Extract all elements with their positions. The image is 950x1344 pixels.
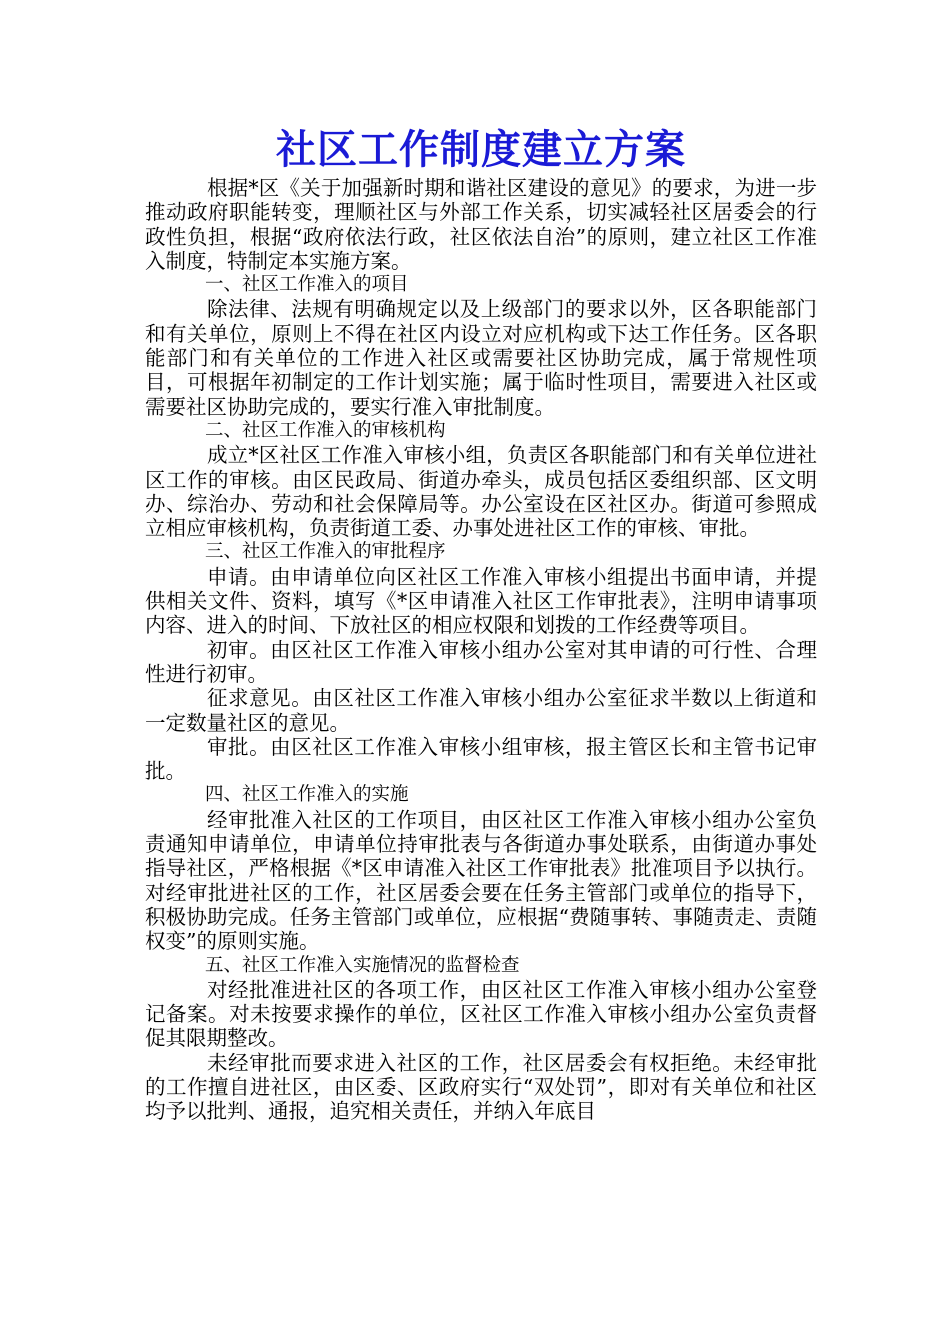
- section-3-paragraph-preliminary: 初审。由区社区工作准入审核小组办公室对其申请的可行性、合理性进行初审。: [145, 637, 817, 686]
- section-3-heading: 三、社区工作准入的审批程序: [205, 541, 446, 563]
- section-1-heading: 一、社区工作准入的项目: [205, 274, 409, 296]
- section-5-paragraph-penalty: 未经审批而要求进入社区的工作，社区居委会有权拒绝。未经审批的工作擅自进社区，由区委、区政府实行“双处罚”，即对有关单位和社区均予以批判、通报，追究相关责任，并纳入年底目: [145, 1050, 817, 1124]
- document-title: 社区工作制度建立方案: [276, 127, 686, 173]
- section-3-paragraph-consult: 征求意见。由区社区工作准入审核小组办公室征求半数以上街道和一定数量社区的意见。: [145, 686, 817, 735]
- intro-paragraph: 根据*区《关于加强新时期和谐社区建设的意见》的要求，为进一步推动政府职能转变，理顺社区与外部工作关系，切实减轻社区居委会的行政性负担，根据“政府依法行政，社区依法自治”的原则，建立社区工作准入制度，特制定本实施方案。: [145, 176, 817, 273]
- section-3-paragraph-approve: 审批。由区社区工作准入审核小组审核，报主管区长和主管书记审批。: [145, 734, 817, 784]
- section-1-paragraph: 除法律、法规有明确规定以及上级部门的要求以外，区各职能部门和有关单位，原则上不得在社区内设立对应机构或下达工作任务。区各职能部门和有关单位的工作进入社区或需要社区协助完成，属于常规性项目，可根据年初制定的工作计划实施；属于临时性项目，需要进入社区或需要社区协助完成的，要实行准入审批制度。: [145, 297, 817, 419]
- section-2-heading: 二、社区工作准入的审核机构: [205, 419, 446, 441]
- section-2-paragraph: 成立*区社区工作准入审核小组，负责区各职能部门和有关单位进社区工作的审核。由区民政局、街道办牵头，成员包括区委组织部、区文明办、综治办、劳动和社会保障局等。办公室设在区社区办。街道可参照成立相应审核机构，负责街道工委、办事处进社区工作的审核、审批。: [145, 443, 817, 541]
- section-5-heading: 五、社区工作准入实施情况的监督检查: [205, 954, 520, 976]
- section-4-heading: 四、社区工作准入的实施: [205, 784, 409, 806]
- document-page: [145, 126, 817, 1124]
- section-4-paragraph: 经审批准入社区的工作项目，由区社区工作准入审核小组办公室负责通知申请单位，申请单位持审批表与各街道办事处联系，由街道办事处指导社区，严格根据《*区申请准入社区工作审批表》批准项目予以执行。对经审批进社区的工作，社区居委会要在任务主管部门或单位的指导下，积极协助完成。任务主管部门或单位，应根据“费随事转、事随责走、责随权变”的原则实施。: [145, 807, 817, 954]
- section-5-paragraph-registration: 对经批准进社区的各项工作，由区社区工作准入审核小组办公室登记备案。对未按要求操作的单位，区社区工作准入审核小组办公室负责督促其限期整改。: [145, 977, 817, 1051]
- section-3-paragraph-apply: 申请。由申请单位向区社区工作准入审核小组提出书面申请，并提供相关文件、资料，填写《*区申请准入社区工作审批表》，注明申请事项内容、进入的时间、下放社区的相应权限和划拨的工作经费等项目。: [145, 564, 817, 638]
